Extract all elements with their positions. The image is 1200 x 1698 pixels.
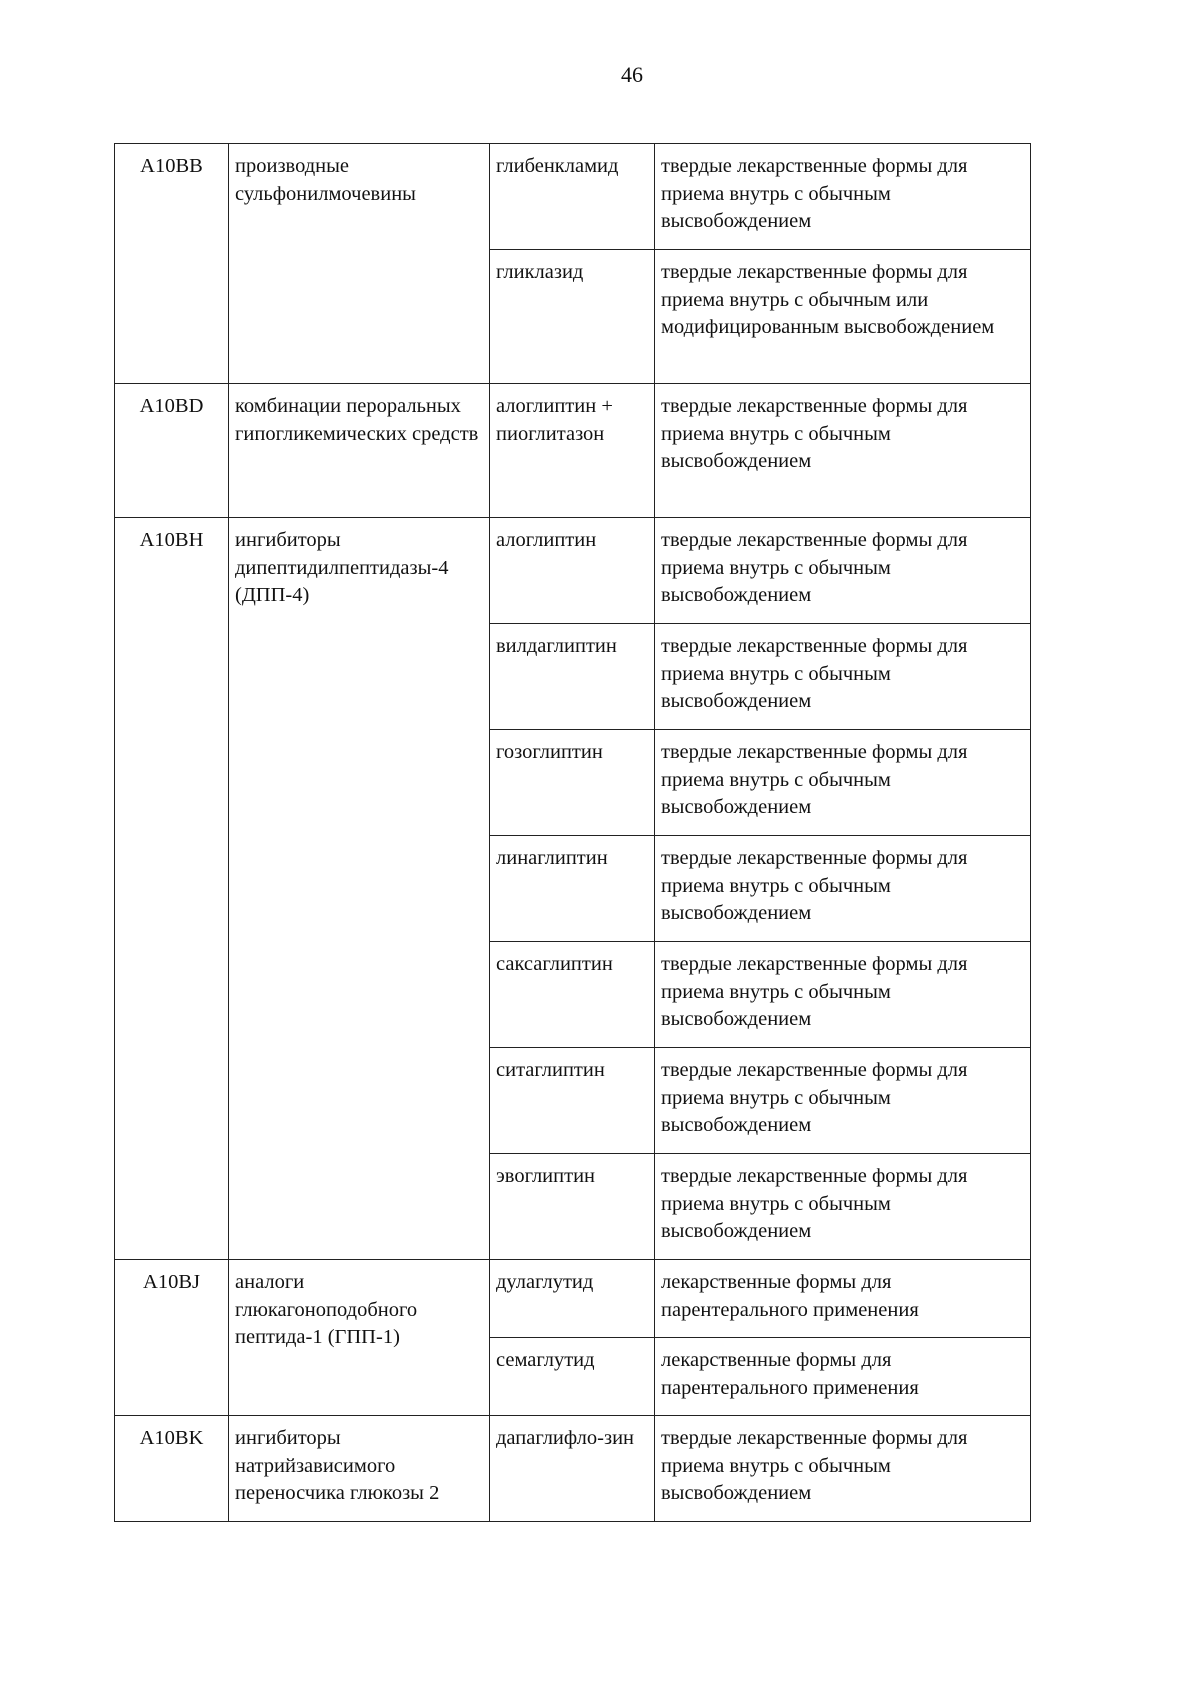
atc-code: A10BB (115, 144, 229, 384)
drug-name: дапаглифло-зин (490, 1416, 655, 1522)
atc-group-name: производные сульфонилмочевины (229, 144, 490, 384)
dosage-form: твердые лекарственные формы для приема внутрь с обычным высвобождением (655, 1154, 1031, 1260)
dosage-form: лекарственные формы для парентерального применения (655, 1338, 1031, 1416)
atc-code: A10BJ (115, 1260, 229, 1416)
drug-table (114, 143, 1031, 1522)
drug-name: глибенкламид (490, 144, 655, 250)
drug-name: эвоглиптин (490, 1154, 655, 1260)
drug-name: гликлазид (490, 250, 655, 384)
drug-name: линаглиптин (490, 836, 655, 942)
dosage-form: твердые лекарственные формы для приема внутрь с обычным высвобождением (655, 144, 1031, 250)
dosage-form: твердые лекарственные формы для приема внутрь с обычным или модифицированным высвобождением (655, 250, 1031, 384)
drug-name: вилдаглиптин (490, 624, 655, 730)
atc-group-name: ингибиторы дипептидилпептидазы-4 (ДПП-4) (229, 518, 490, 1260)
drug-name: семаглутид (490, 1338, 655, 1416)
atc-group-name: аналоги глюкагоноподобного пептида-1 (ГПП-1) (229, 1260, 490, 1416)
atc-group-name: комбинации пероральных гипогликемических средств (229, 384, 490, 518)
drug-name: ситаглиптин (490, 1048, 655, 1154)
drug-name: алоглиптин + пиоглитазон (490, 384, 655, 518)
table-row (115, 384, 1031, 518)
atc-code: A10BK (115, 1416, 229, 1522)
dosage-form: твердые лекарственные формы для приема внутрь с обычным высвобождением (655, 518, 1031, 624)
dosage-form: твердые лекарственные формы для приема внутрь с обычным высвобождением (655, 624, 1031, 730)
dosage-form: лекарственные формы для парентерального применения (655, 1260, 1031, 1338)
table-row (115, 1416, 1031, 1522)
dosage-form: твердые лекарственные формы для приема внутрь с обычным высвобождением (655, 836, 1031, 942)
dosage-form: твердые лекарственные формы для приема внутрь с обычным высвобождением (655, 1416, 1031, 1522)
atc-code: A10BD (115, 384, 229, 518)
dosage-form: твердые лекарственные формы для приема внутрь с обычным высвобождением (655, 730, 1031, 836)
table-row (115, 1260, 1031, 1338)
page-number: 46 (621, 62, 643, 87)
dosage-form: твердые лекарственные формы для приема внутрь с обычным высвобождением (655, 942, 1031, 1048)
drug-name: алоглиптин (490, 518, 655, 624)
drug-name: гозоглиптин (490, 730, 655, 836)
atc-code: A10BH (115, 518, 229, 1260)
dosage-form: твердые лекарственные формы для приема внутрь с обычным высвобождением (655, 384, 1031, 518)
table-row (115, 518, 1031, 624)
atc-group-name: ингибиторы натрийзависимого переносчика глюкозы 2 (229, 1416, 490, 1522)
dosage-form: твердые лекарственные формы для приема внутрь с обычным высвобождением (655, 1048, 1031, 1154)
drug-name: саксаглиптин (490, 942, 655, 1048)
drug-name: дулаглутид (490, 1260, 655, 1338)
table-row (115, 144, 1031, 250)
